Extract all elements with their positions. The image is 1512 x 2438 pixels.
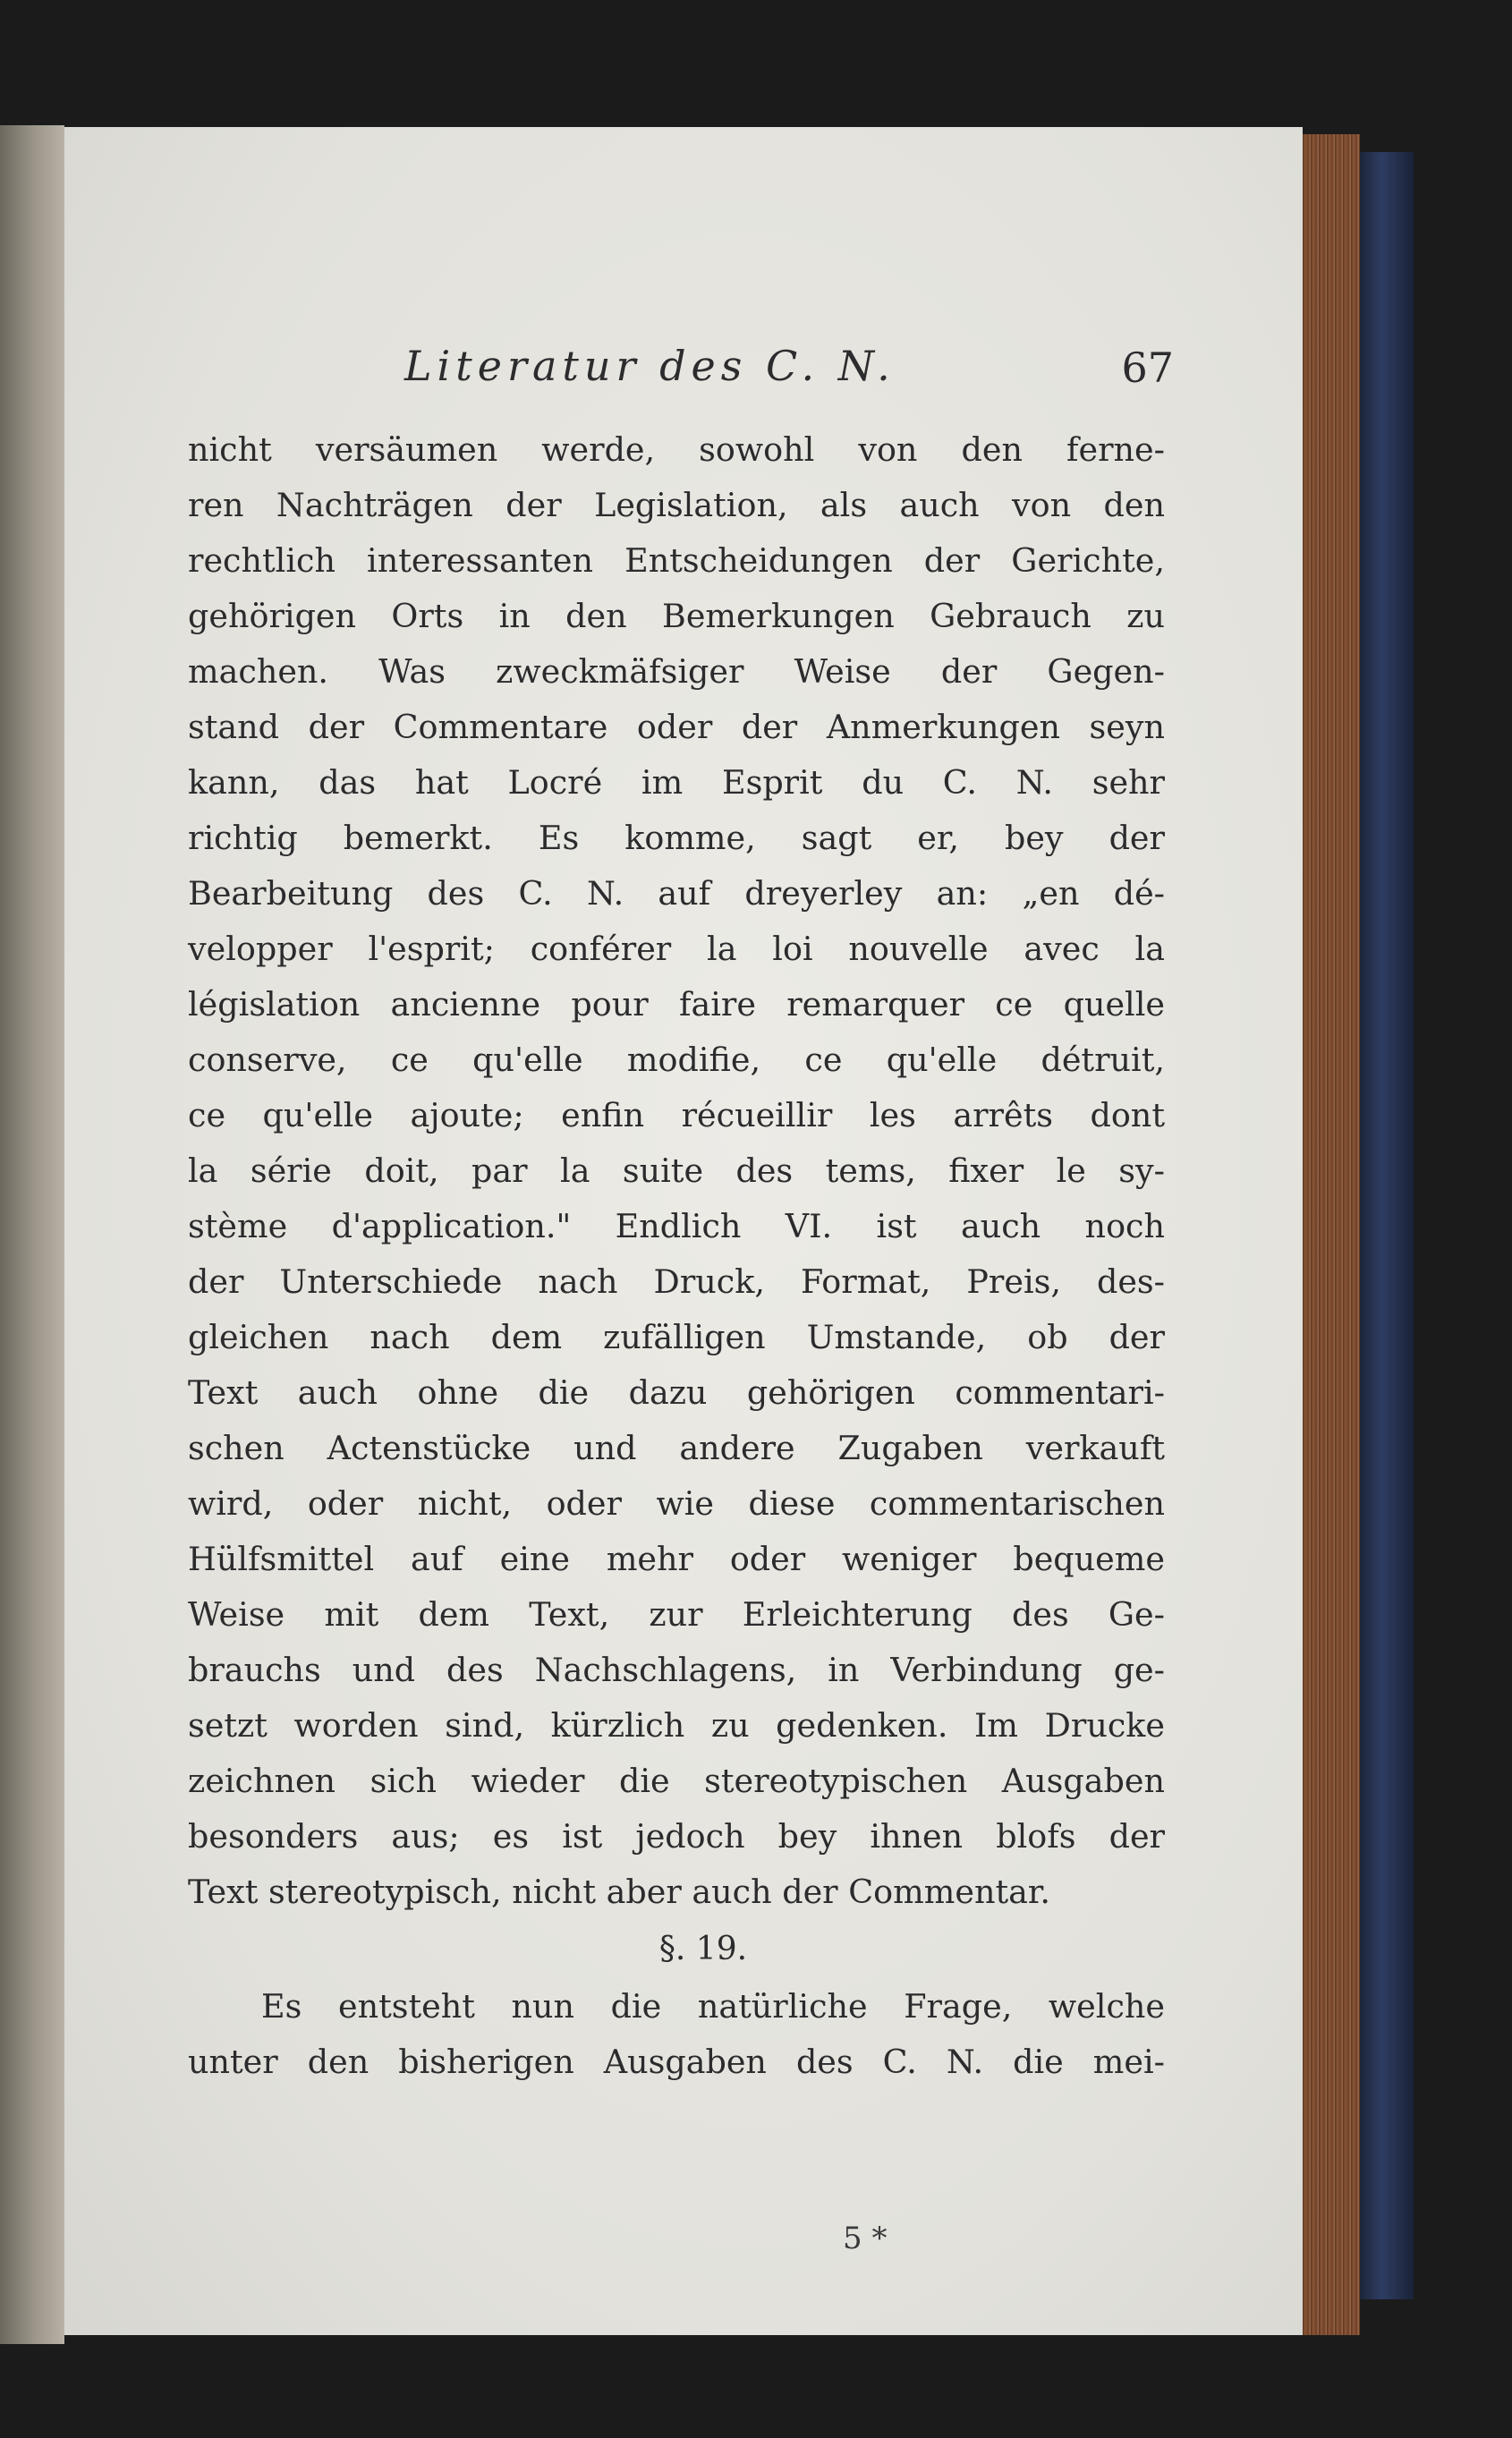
text-line: setzt worden sind, kürzlich zu gedenken. Im Drucke xyxy=(188,1706,1165,1745)
text-line: législation ancienne pour faire remarquer ce quelle xyxy=(188,985,1165,1024)
text-line: brauchs und des Nachschlagens, in Verbindung ge- xyxy=(188,1651,1165,1689)
text-line: Text stereotypisch, nicht aber auch der Commentar. xyxy=(188,1873,1050,1911)
text-line: ce qu'elle ajoute; enfin récueillir les arrêts dont xyxy=(188,1096,1165,1134)
facing-page-edge xyxy=(0,125,64,2344)
text-line: Text auch ohne die dazu gehörigen commentari- xyxy=(188,1373,1165,1412)
text-line: richtig bemerkt. Es komme, sagt er, bey der xyxy=(188,819,1165,857)
text-line: la série doit, par la suite des tems, fixer le sy- xyxy=(188,1151,1165,1190)
text-line: Weise mit dem Text, zur Erleichterung des Ge- xyxy=(188,1595,1165,1634)
text-line: machen. Was zweckmäfsiger Weise der Gegen- xyxy=(188,652,1165,691)
text-line: Es entsteht nun die natürliche Frage, welche xyxy=(261,1987,1165,2026)
book-cover-edge xyxy=(1360,152,1414,2299)
running-title: Literatur des C. N. xyxy=(404,342,896,390)
text-line: gleichen nach dem zufälligen Umstande, ob der xyxy=(188,1318,1165,1356)
text-line: wird, oder nicht, oder wie diese commentarischen xyxy=(188,1484,1165,1523)
body-text xyxy=(188,422,1165,2090)
running-header xyxy=(404,342,1174,422)
text-line: zeichnen sich wieder die stereotypischen Ausgaben xyxy=(188,1762,1165,1800)
text-line: kann, das hat Locré im Esprit du C. N. sehr xyxy=(188,763,1165,802)
text-line: Hülfsmittel auf eine mehr oder weniger bequeme xyxy=(188,1540,1165,1578)
text-line: velopper l'esprit; conférer la loi nouvelle avec la xyxy=(188,930,1165,968)
text-line: besonders aus; es ist jedoch bey ihnen blofs der xyxy=(188,1817,1165,1856)
book-page xyxy=(64,127,1303,2335)
signature-mark: 5 * xyxy=(843,2221,888,2256)
text-line: rechtlich interessanten Entscheidungen der Gerichte, xyxy=(188,541,1165,580)
text-line: ren Nachträgen der Legislation, als auch von den xyxy=(188,486,1165,524)
page-number: 67 xyxy=(1121,344,1174,392)
text-line: gehörigen Orts in den Bemerkungen Gebrauch zu xyxy=(188,597,1165,635)
book-edge xyxy=(1303,134,1360,2335)
text-line: stème d'application." Endlich VI. ist auch noch xyxy=(188,1207,1165,1245)
section-heading: §. 19. xyxy=(658,1931,748,1967)
text-line: Bearbeitung des C. N. auf dreyerley an: „en dé- xyxy=(188,874,1165,913)
text-line: schen Actenstücke und andere Zugaben verkauft xyxy=(188,1429,1165,1467)
text-line: nicht versäumen werde, sowohl von den ferne- xyxy=(188,430,1165,469)
text-line: stand der Commentare oder der Anmerkungen seyn xyxy=(188,708,1165,746)
text-line: conserve, ce qu'elle modifie, ce qu'elle détruit, xyxy=(188,1041,1165,1079)
text-line: der Unterschiede nach Druck, Format, Preis, des- xyxy=(188,1262,1165,1301)
text-line: unter den bisherigen Ausgaben des C. N. die mei- xyxy=(188,2043,1165,2081)
